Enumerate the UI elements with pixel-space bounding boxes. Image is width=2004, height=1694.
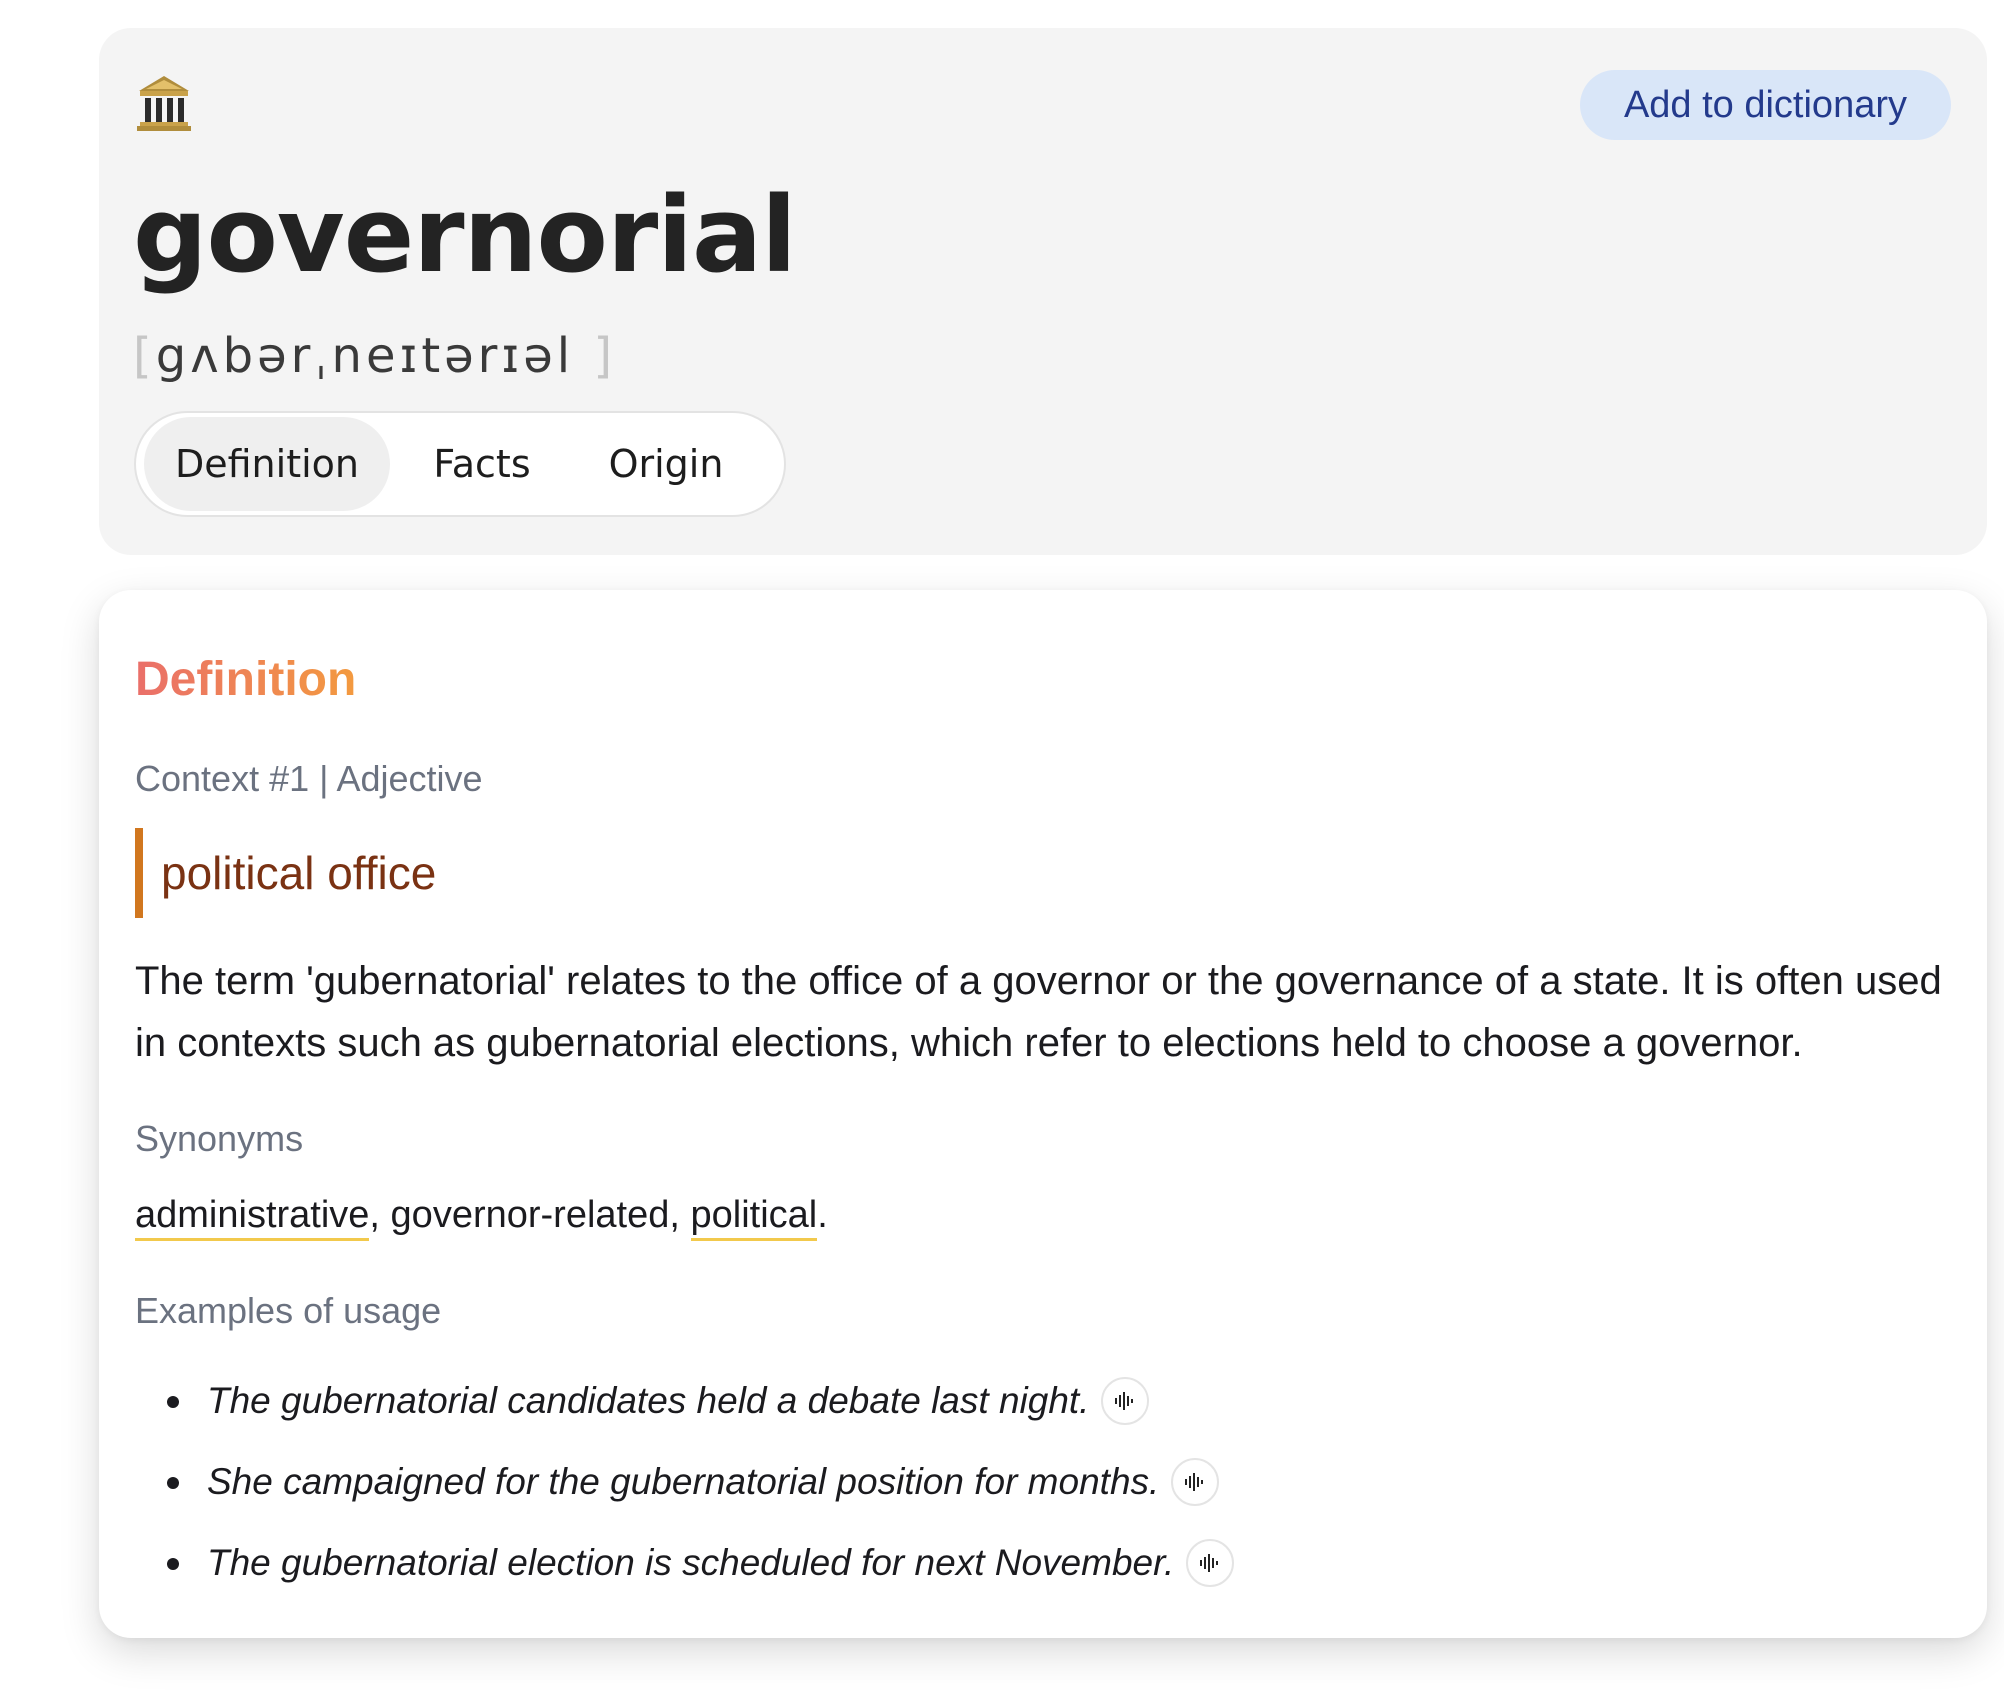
synonym-text: governor-related [390, 1194, 670, 1236]
example-text: The gubernatorial election is scheduled for next November. [207, 1541, 1175, 1583]
context-label: Context #1 | Adjective [135, 758, 483, 799]
tab-origin[interactable]: Origin [608, 442, 724, 486]
pronunciation-close-bracket: ] [593, 328, 617, 384]
synonym-separator: , [369, 1194, 380, 1236]
audio-waveform-icon [1114, 1392, 1136, 1410]
pronunciation-open-bracket: [ [133, 328, 156, 384]
pronunciation [133, 328, 616, 384]
synonym-link[interactable]: administrative [135, 1194, 369, 1241]
pronunciation-text: gʌbərˌneɪtərɪəl [155, 328, 575, 384]
definition-card [99, 590, 1987, 1638]
synonyms-list [135, 1194, 828, 1237]
bullet [167, 1396, 179, 1408]
definition-text: The term 'gubernatorial' relates to the office of a governor or the governance of a state. It is often used in contexts such as gubernatorial elections, which refer to elections held to choose a governor. [135, 959, 1942, 1065]
example-text: The gubernatorial candidates held a debate last night. [207, 1379, 1090, 1421]
play-example-audio-button[interactable] [1186, 1539, 1234, 1587]
section-tabs [134, 411, 786, 517]
bullet [167, 1558, 179, 1570]
synonym-separator: , [669, 1194, 680, 1236]
example-text: She campaigned for the gubernatorial position for months. [207, 1460, 1160, 1502]
add-to-dictionary-button[interactable]: Add to dictionary [1580, 70, 1951, 140]
synonyms-label: Synonyms [135, 1118, 304, 1159]
examples-list [135, 1360, 1234, 1603]
tab-definition[interactable]: Definition [144, 417, 390, 511]
tab-facts[interactable]: Facts [433, 442, 531, 486]
bullet [167, 1477, 179, 1489]
word-header-card [99, 28, 1987, 555]
sense-title: political office [135, 828, 436, 918]
play-example-audio-button[interactable] [1101, 1377, 1149, 1425]
example-item [135, 1522, 1234, 1603]
play-example-audio-button[interactable] [1171, 1458, 1219, 1506]
definition-heading: Definition [135, 653, 357, 706]
example-item [135, 1360, 1234, 1441]
synonym-end: . [817, 1194, 828, 1236]
synonym-link[interactable]: political [691, 1194, 818, 1241]
example-item [135, 1441, 1234, 1522]
classical-building-icon [134, 73, 194, 133]
headword: governorial [133, 174, 796, 296]
examples-label: Examples of usage [135, 1290, 442, 1331]
audio-waveform-icon [1184, 1473, 1206, 1491]
audio-waveform-icon [1199, 1554, 1221, 1572]
